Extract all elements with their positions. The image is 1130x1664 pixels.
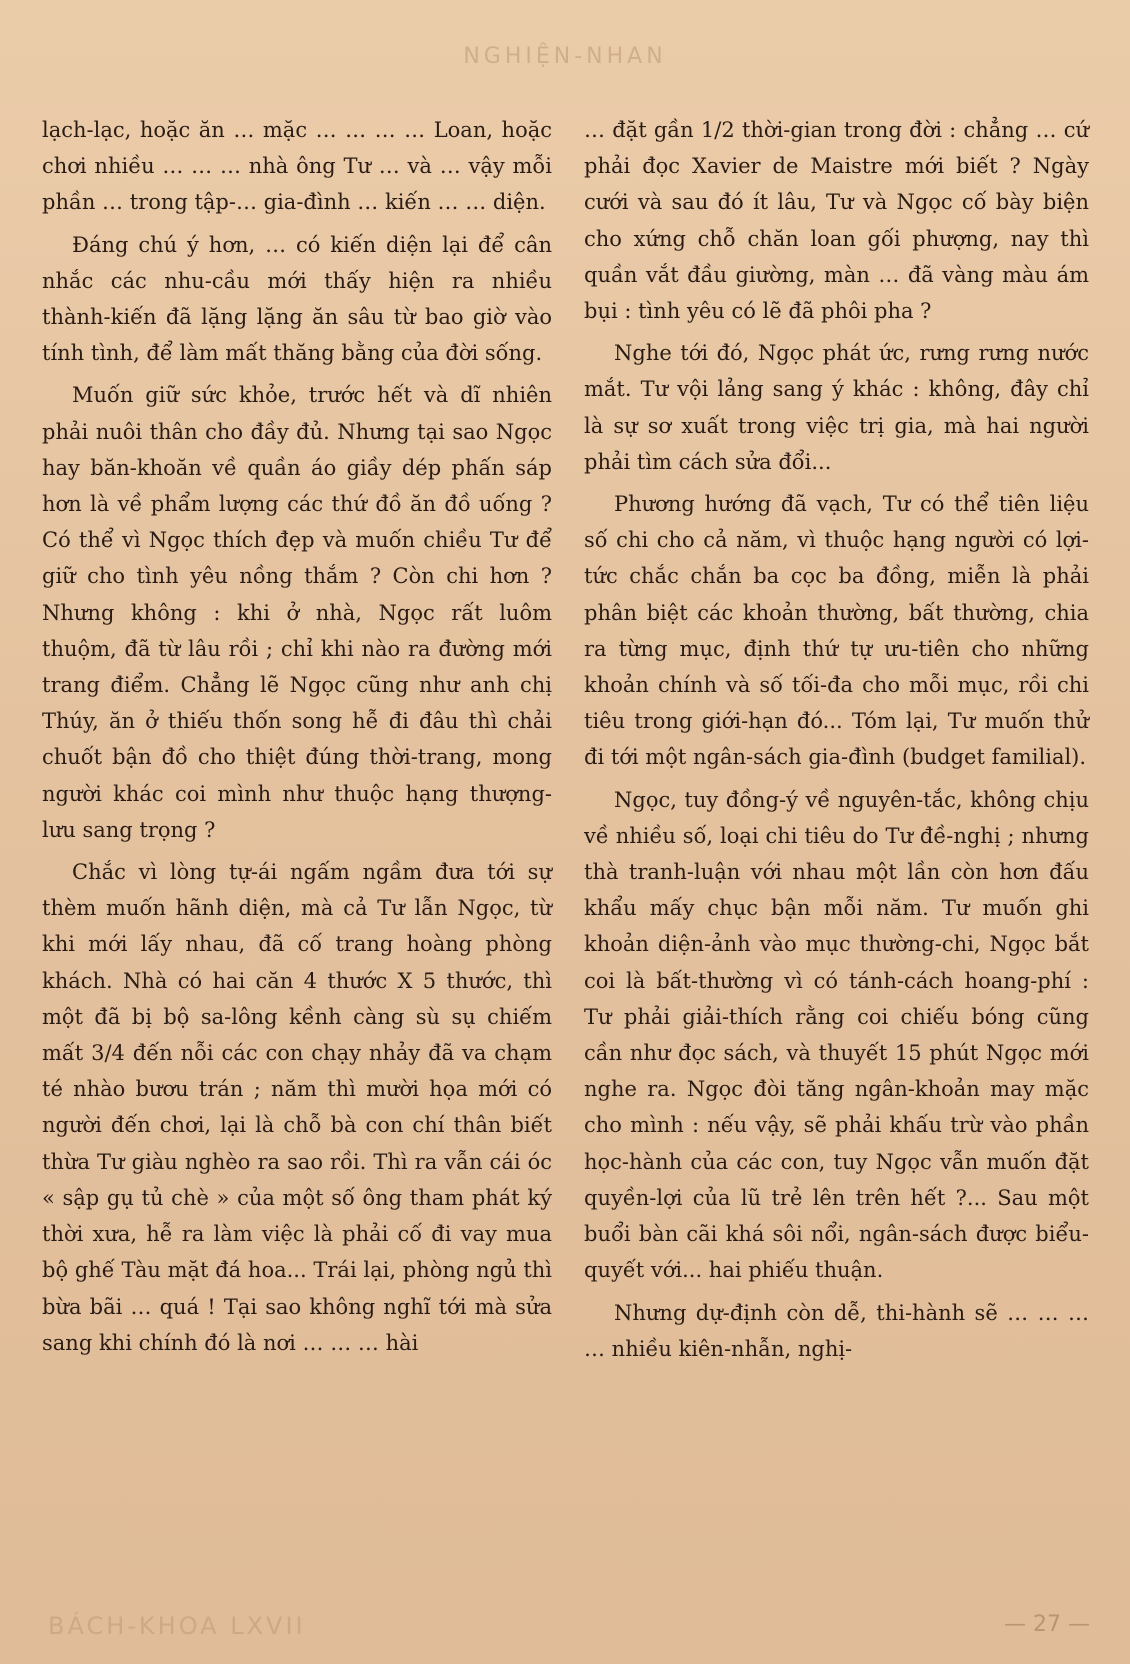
paragraph: Ngọc, tuy đồng-ý về nguyên-tắc, không chịu về nhiều số, loại chi tiêu do Tư đề-nghị ; nhưng thà tranh-luận với nhau một lần còn hơn đấu khẩu mấy chục bận mỗi năm. Tư muốn ghi khoản diện-ảnh vào mục thường-chi, Ngọc bắt coi là bất-thường vì có tánh-cách hoang-phí : Tư phải giải-thích rằng coi chiếu bóng cũng cần như đọc sách, và thuyết 15 phút Ngọc mới nghe ra. Ngọc đòi tăng ngân-khoản may mặc cho mình : nếu vậy, sẽ phải khấu trừ vào phần học-hành của các con, tuy Ngọc vẫn muốn đặt quyền-lợi của lũ trẻ lên trên hết ?... Sau một buổi bàn cãi khá sôi nổi, ngân-sách được biểu-quyết với... hai phiếu thuận. xyxy=(584,787,1089,1283)
paragraph: Nghe tới đó, Ngọc phát ức, rưng rưng nước mắt. Tư vội lảng sang ý khác : không, đây chỉ là sự sơ xuất trong việc trị gia, mà hai người phải tìm cách sửa đổi... xyxy=(584,341,1089,474)
paragraph: … đặt gần 1/2 thời-gian trong đời : chẳng … cứ phải đọc Xavier de Maistre mới biết ? Ngày cưới và sau đó ít lâu, Tư và Ngọc cố bày biện cho xứng chỗ chăn loan gối phượng, nay thì quần vắt đầu giường, màn … đã vàng màu ám bụi : tình yêu có lẽ đã phôi pha ? xyxy=(584,118,1089,324)
paragraph: Nhưng dự-định còn dễ, thi-hành sẽ … … … … nhiều kiên-nhẫn, nghị- xyxy=(584,1300,1089,1361)
left-column xyxy=(42,112,552,1367)
paragraph: Đáng chú ý hơn, … có kiến diện lại để cân nhắc các nhu-cầu mới thấy hiện ra nhiều thành-kiến đã lặng lặng ăn sâu từ bao giờ vào tính tình, để làm mất thăng bằng của đời sống. xyxy=(42,232,552,366)
page-number: — 27 — xyxy=(1004,1612,1090,1637)
paragraph: lạch-lạc, hoặc ăn … mặc … … … … Loan, hoặc chơi nhiều … … … nhà ông Tư … và … vậy mỗi phần … trong tập-… gia-đình … kiến … … diện. xyxy=(42,118,552,215)
paragraph: Chắc vì lòng tự-ái ngấm ngầm đưa tới sự thèm muốn hãnh diện, mà cả Tư lẫn Ngọc, từ khi mới lấy nhau, đã cố trang hoàng phòng khách. Nhà có hai căn 4 thước X 5 thước, thì một đã bị bộ sa-lông kềnh càng sù sụ chiếm mất 3/4 đến nỗi các con chạy nhảy đã va chạm té nhào bươu trán ; năm thì mười họa mới có người đến chơi, lại là chỗ bà con chí thân biết thừa Tư giàu nghèo ra sao rồi. Thì ra vẫn cái óc « sập gụ tủ chè » của một số ông tham phát ký thời xưa, hễ ra làm việc là phải cố đi vay mua bộ ghế Tàu mặt đá hoa... Trái lại, phòng ngủ thì bừa bãi … quá ! Tại sao không nghĩ tới mà sửa sang khi chính đó là nơi … … … hài xyxy=(42,860,552,1355)
publication-footer: BÁCH-KHOA LXVII xyxy=(48,1612,306,1640)
paragraph: Muốn giữ sức khỏe, trước hết và dĩ nhiên phải nuôi thân cho đầy đủ. Nhưng tại sao Ngọc hay băn-khoăn về quần áo giầy dép phấn sáp hơn là về phẩm lượng các thứ đồ ăn đồ uống ? Có thể vì Ngọc thích đẹp và muốn chiều Tư để giữ cho tình yêu nồng thắm ? Còn chi hơn ? Nhưng không : khi ở nhà, Ngọc rất luôm thuộm, đã từ lâu rồi ; chỉ khi nào ra đường mới trang điểm. Chẳng lẽ Ngọc cũng như anh chị Thúy, ăn ở thiếu thốn song hễ đi đâu thì chải chuốt bận đồ cho thiệt đúng thời-trang, mong người khác coi mình như thuộc hạng thượng-lưu sang trọng ? xyxy=(42,383,552,842)
page-header: NGHIỆN-NHAN xyxy=(463,44,667,69)
right-column xyxy=(584,112,1089,1373)
paragraph: Phương hướng đã vạch, Tư có thể tiên liệu số chi cho cả năm, vì thuộc hạng người có lợi-tức chắc chắn ba cọc ba đồng, miễn là phải phân biệt các khoản thường, bất thường, chia ra từng mục, định thứ tự ưu-tiên cho những khoản chính và số tối-đa cho mỗi mục, rồi chi tiêu trong giới-hạn đó... Tóm lại, Tư muốn thử đi tới một ngân-sách gia-đình (budget familial). xyxy=(584,492,1089,770)
